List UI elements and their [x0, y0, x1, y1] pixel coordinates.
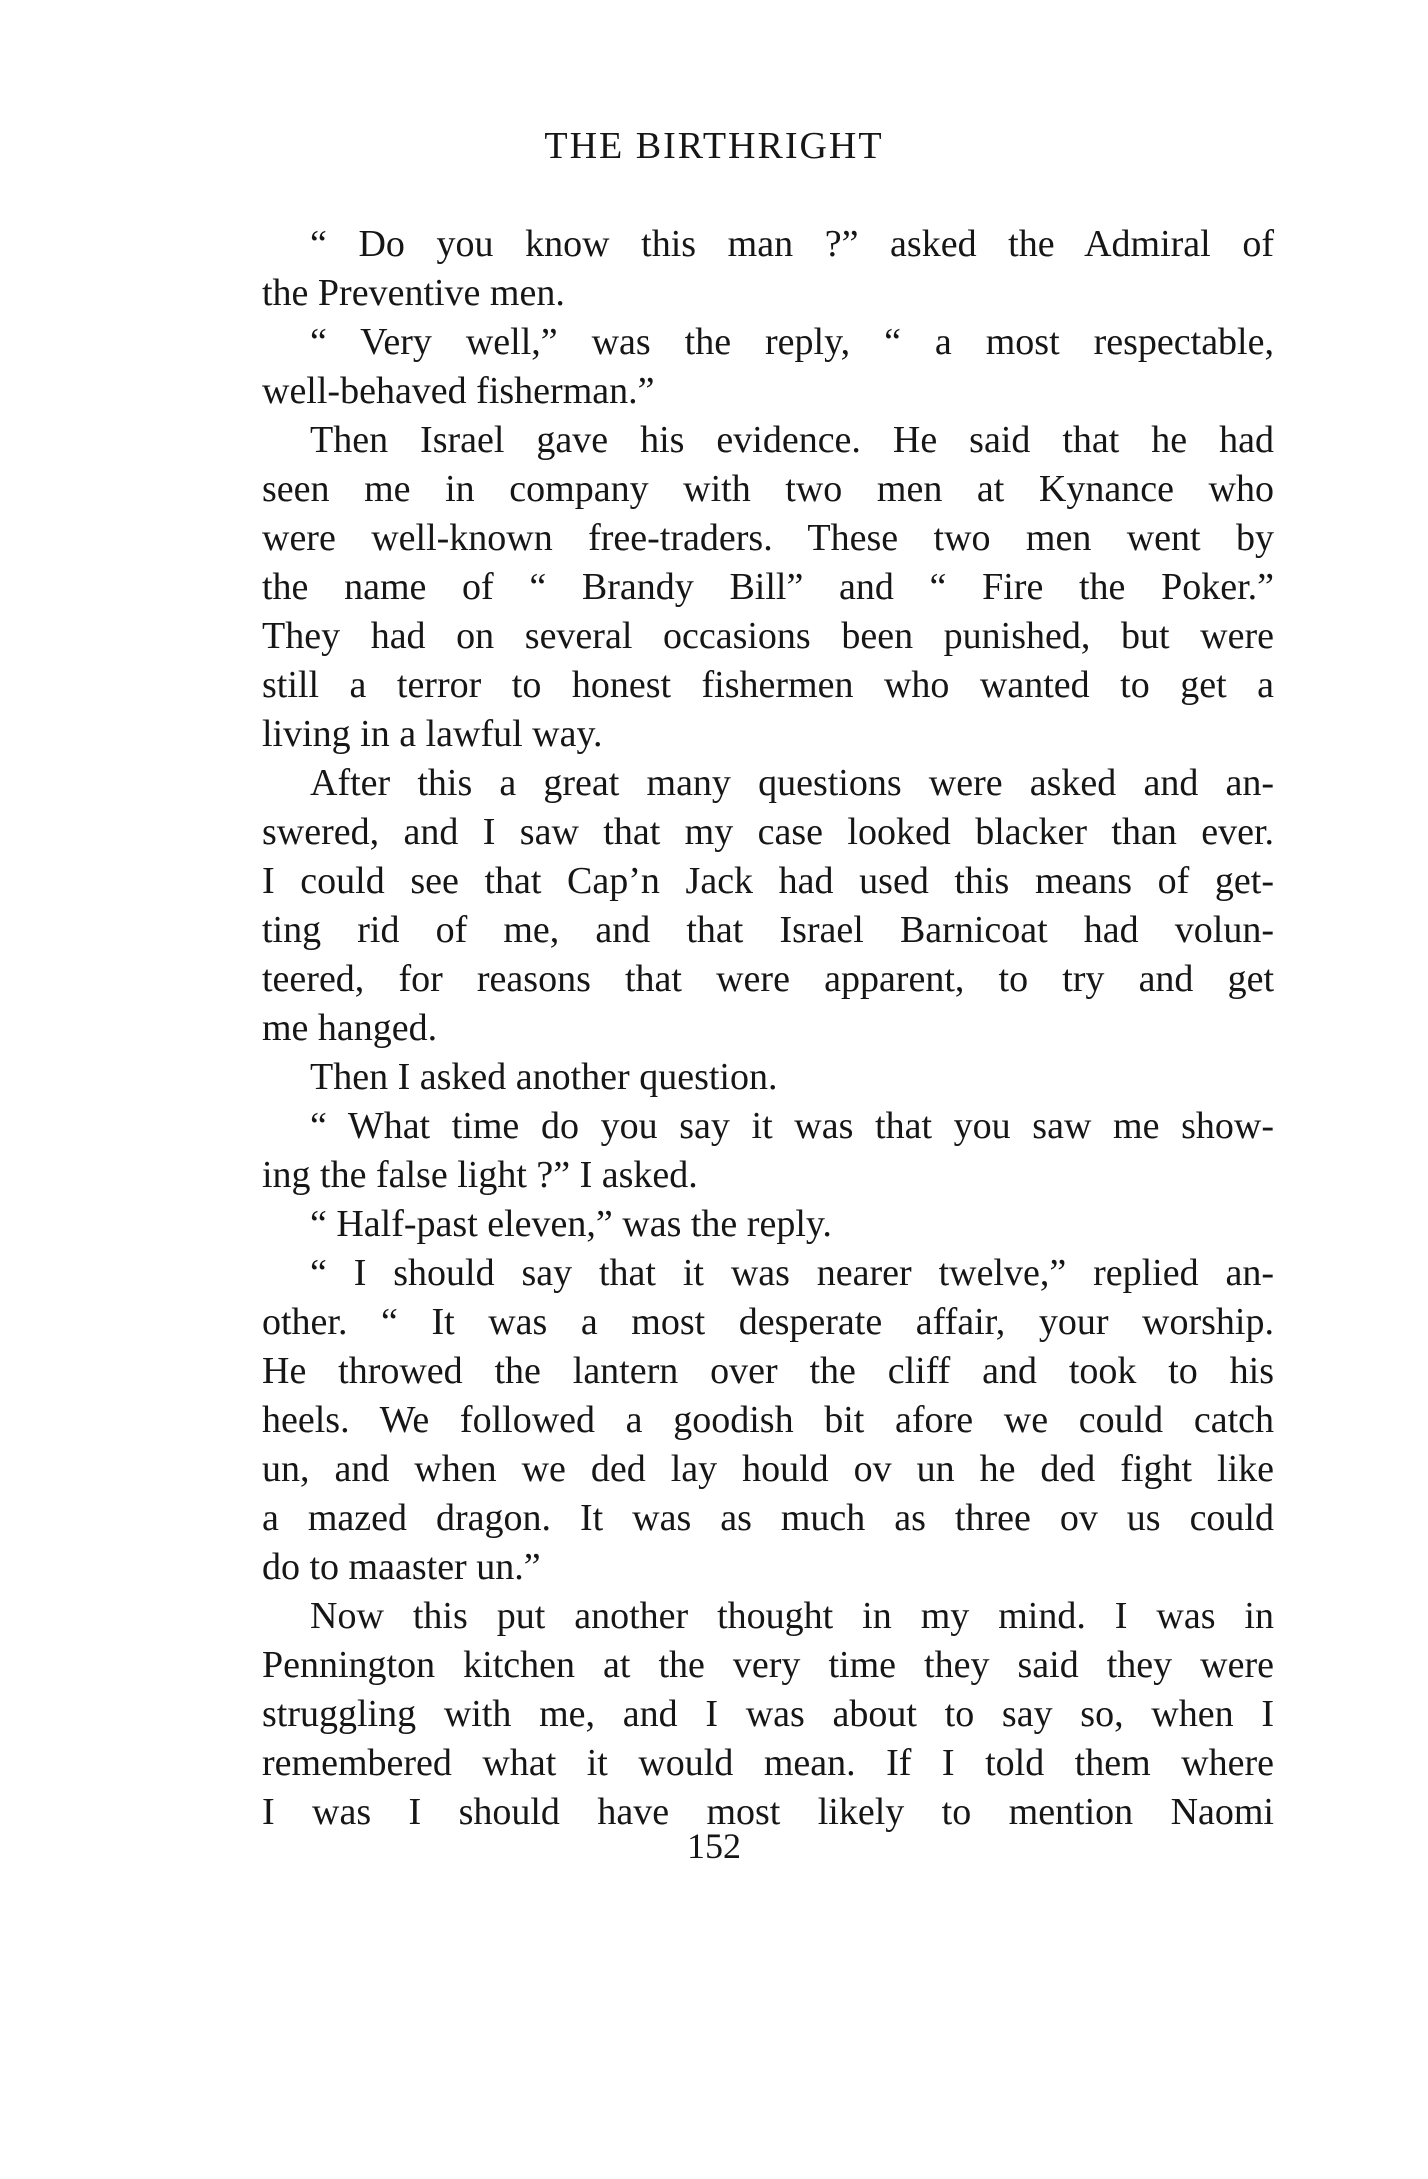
text-line: “ I should say that it was nearer twelve,” replied an-	[310, 1252, 1274, 1294]
text-line: Then Israel gave his evidence. He said that he had	[310, 419, 1274, 461]
text-line: un, and when we ded lay hould ov un he ded fight like	[262, 1448, 1274, 1490]
text-line: Pennington kitchen at the very time they said they were	[262, 1644, 1274, 1686]
text-line: After this a great many questions were asked and an-	[310, 762, 1274, 804]
text-line: teered, for reasons that were apparent, to try and get	[262, 958, 1274, 1000]
text-line: “ Half-past eleven,” was the reply.	[310, 1203, 832, 1245]
text-line: ting rid of me, and that Israel Barnicoat had volun-	[262, 909, 1274, 951]
running-head: THE BIRTHRIGHT	[544, 125, 884, 167]
text-line: heels. We followed a goodish bit afore we could catch	[262, 1399, 1274, 1441]
text-line: swered, and I saw that my case looked blacker than ever.	[262, 811, 1274, 853]
text-line: the name of “ Brandy Bill” and “ Fire the Poker.”	[262, 566, 1274, 608]
text-line: remembered what it would mean. If I told them where	[262, 1742, 1274, 1784]
text-line: I was I should have most likely to mention Naomi	[262, 1791, 1274, 1833]
text-line: well-behaved fisherman.”	[262, 370, 655, 412]
text-line: struggling with me, and I was about to say so, when I	[262, 1693, 1274, 1735]
text-line: me hanged.	[262, 1007, 438, 1049]
text-line: I could see that Cap’n Jack had used this means of get-	[262, 860, 1274, 902]
body-text	[262, 220, 1274, 1837]
text-line: “ Do you know this man ?” asked the Admiral of	[310, 223, 1274, 265]
text-line: a mazed dragon. It was as much as three ov us could	[262, 1497, 1274, 1539]
text-line: the Preventive men.	[262, 272, 565, 314]
text-line: They had on several occasions been punished, but were	[262, 615, 1274, 657]
text-line: Then I asked another question.	[310, 1056, 778, 1098]
text-line: other. “ It was a most desperate affair, your worship.	[262, 1301, 1274, 1343]
text-line: ing the false light ?” I asked.	[262, 1154, 698, 1196]
text-line: “ Very well,” was the reply, “ a most respectable,	[310, 321, 1274, 363]
page-number: 152	[687, 1826, 741, 1866]
text-line: Now this put another thought in my mind. I was in	[310, 1595, 1274, 1637]
text-line: living in a lawful way.	[262, 713, 603, 755]
text-line: do to maaster un.”	[262, 1546, 541, 1588]
text-line: still a terror to honest fishermen who wanted to get a	[262, 664, 1274, 706]
text-line: “ What time do you say it was that you saw me show-	[310, 1105, 1274, 1147]
text-line: seen me in company with two men at Kynance who	[262, 468, 1274, 510]
text-line: were well-known free-traders. These two men went by	[262, 517, 1274, 559]
text-line: He throwed the lantern over the cliff and took to his	[262, 1350, 1274, 1392]
